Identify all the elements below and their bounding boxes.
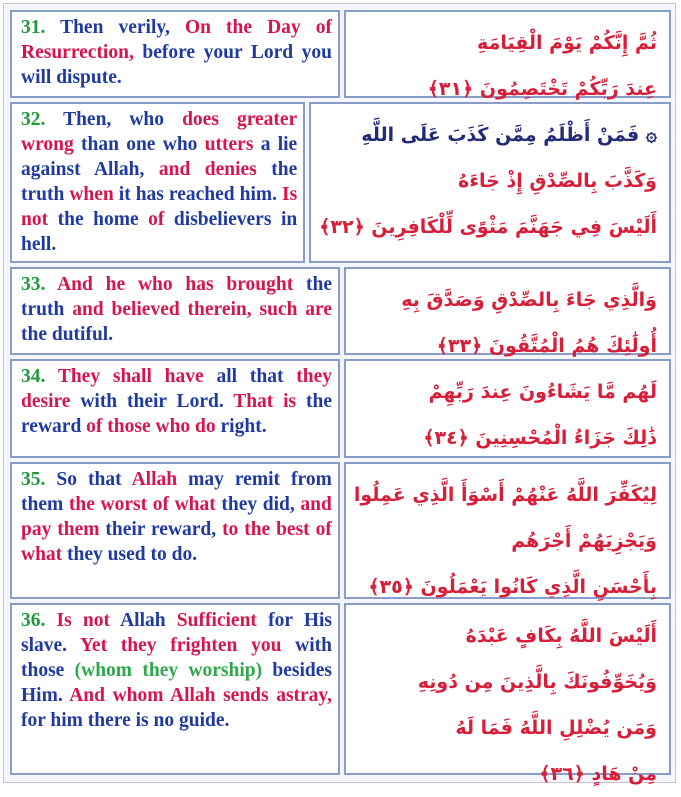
translation-segment: than one who — [73, 134, 205, 155]
translation-segment: They shall have — [45, 366, 204, 387]
translation-cell — [10, 603, 340, 775]
verse-row-34 — [10, 359, 671, 458]
arabic-line: أَلَيْسَ فِي جَهَنَّمَ مَثْوًى لِّلْكَافِرِينَ ﴿٣٢﴾ — [319, 216, 657, 238]
translation-segment: So that — [45, 469, 132, 490]
translation-segment: all that — [203, 366, 297, 387]
translation-cell — [10, 462, 340, 599]
translation-segment: Sufficient — [176, 610, 257, 631]
arabic-cell — [344, 462, 671, 599]
verse-number: 32. — [21, 109, 46, 130]
translation-segment: they desire — [21, 366, 332, 412]
translation-segment: besides Him. — [21, 660, 332, 706]
translation-segment: Allah — [120, 610, 177, 631]
arabic-line: لَهُم مَّا يَشَاءُونَ عِندَ رَبِّهِمْ — [428, 381, 657, 403]
verse-row-33 — [10, 267, 671, 355]
verse-number: 34. — [21, 366, 46, 387]
translation-segment: (whom they worship) — [74, 660, 263, 681]
translation-segment: they used to do. — [62, 544, 198, 565]
translation-segment: right. — [215, 416, 267, 437]
arabic-cell — [344, 267, 671, 355]
arabic-line: وَيَجْزِيَهُمْ أَجْرَهُم — [511, 530, 657, 552]
translation-segment: And whom Allah sends astray, — [69, 685, 332, 706]
verse-number: 31. — [21, 17, 46, 38]
translation-segment: the truth — [21, 274, 332, 320]
arabic-line: ذَٰلِكَ جَزَاءُ الْمُحْسِنِينَ ﴿٣٤﴾ — [423, 427, 657, 449]
translation-segment: Yet they frighten you — [80, 635, 282, 656]
translation-segment: Is not — [21, 184, 298, 230]
translation-segment: when — [69, 184, 114, 205]
translation-segment: And he who has brought — [45, 274, 306, 295]
translation-segment: utters — [204, 134, 254, 155]
translation-segment: for His slave. — [21, 610, 332, 656]
translation-segment: the truth — [21, 159, 298, 205]
verse-row-36 — [10, 603, 671, 785]
translation-segment: for him there is no guide. — [21, 710, 230, 731]
translation-segment: the dutiful. — [21, 324, 114, 345]
translation-segment: the worst of what — [68, 494, 216, 515]
arabic-line: بِأَحْسَنِ الَّذِي كَانُوا يَعْمَلُونَ ﴿٣٥﴾ — [368, 576, 657, 598]
arabic-cell — [344, 10, 671, 98]
arabic-line: ثُمَّ إِنَّكُمْ يَوْمَ الْقِيَامَةِ — [477, 32, 657, 54]
arabic-line: وَالَّذِي جَاءَ بِالصِّدْقِ وَصَدَّقَ بِهِ — [401, 289, 657, 311]
translation-segment: their reward, — [99, 519, 223, 540]
verse-row-35 — [10, 462, 671, 599]
translation-segment: Then verily, — [45, 17, 185, 38]
translation-segment: of — [148, 209, 165, 230]
translation-segment: does greater wrong — [21, 109, 298, 155]
translation-segment: and pay them — [21, 494, 332, 540]
translation-segment: such are — [259, 299, 332, 320]
verse-number: 36. — [21, 610, 46, 631]
arabic-cell — [344, 603, 671, 785]
translation-segment: with those — [21, 635, 332, 681]
translation-segment: with their Lord. — [70, 391, 234, 412]
verse-row-32 — [10, 102, 671, 263]
translation-segment: That is — [233, 391, 297, 412]
arabic-line: ۞ فَمَنْ أَظْلَمُ مِمَّن كَذَبَ عَلَى اللَّهِ — [361, 124, 657, 146]
translation-segment: and believed therein, — [64, 299, 260, 320]
translation-segment: the home — [48, 209, 149, 230]
translation-segment: the reward — [21, 391, 332, 437]
translation-segment: to the best of what — [21, 519, 332, 565]
translation-segment: it has reached him. — [113, 184, 283, 205]
translation-segment: Is not — [45, 610, 121, 631]
translation-segment: they did, — [215, 494, 301, 515]
translation-cell — [10, 359, 340, 458]
translation-segment: of those who do — [86, 416, 216, 437]
translation-segment: On the Day of Resurrection, — [21, 17, 332, 63]
translation-segment: may remit from them — [21, 469, 332, 515]
arabic-line: مِنْ هَادٍ ﴿٣٦﴾ — [539, 763, 657, 785]
translation-cell — [10, 267, 340, 355]
verse-number: 33. — [21, 274, 46, 295]
arabic-line: عِندَ رَبِّكُمْ تَخْتَصِمُونَ ﴿٣١﴾ — [427, 78, 657, 100]
arabic-line: وَيُخَوِّفُونَكَ بِالَّذِينَ مِن دُونِهِ — [417, 671, 657, 693]
translation-segment: before your Lord you will dispute. — [21, 42, 332, 88]
translation-cell — [10, 10, 340, 98]
arabic-line: وَمَن يُضْلِلِ اللَّهُ فَمَا لَهُ — [455, 717, 657, 739]
arabic-cell — [309, 102, 671, 263]
arabic-line: أُولَٰئِكَ هُمُ الْمُتَّقُونَ ﴿٣٣﴾ — [436, 335, 657, 357]
arabic-cell — [344, 359, 671, 458]
arabic-line: وَكَذَّبَ بِالصِّدْقِ إِذْ جَاءَهُ — [458, 170, 657, 192]
translation-segment: Allah — [131, 469, 178, 490]
translation-segment: and denies — [158, 159, 257, 180]
translation-segment: Then, who — [45, 109, 183, 130]
verse-row-31 — [10, 10, 671, 98]
arabic-line: أَلَيْسَ اللَّهُ بِكَافٍ عَبْدَهُ — [465, 625, 657, 647]
verse-number: 35. — [21, 469, 46, 490]
translation-segment: disbelievers in hell. — [21, 209, 298, 255]
translation-cell — [10, 102, 305, 263]
arabic-line: لِيُكَفِّرَ اللَّهُ عَنْهُمْ أَسْوَأَ الَّذِي عَمِلُوا — [353, 484, 657, 506]
verse-table — [3, 3, 676, 783]
translation-segment: a lie against Allah, — [21, 134, 298, 180]
